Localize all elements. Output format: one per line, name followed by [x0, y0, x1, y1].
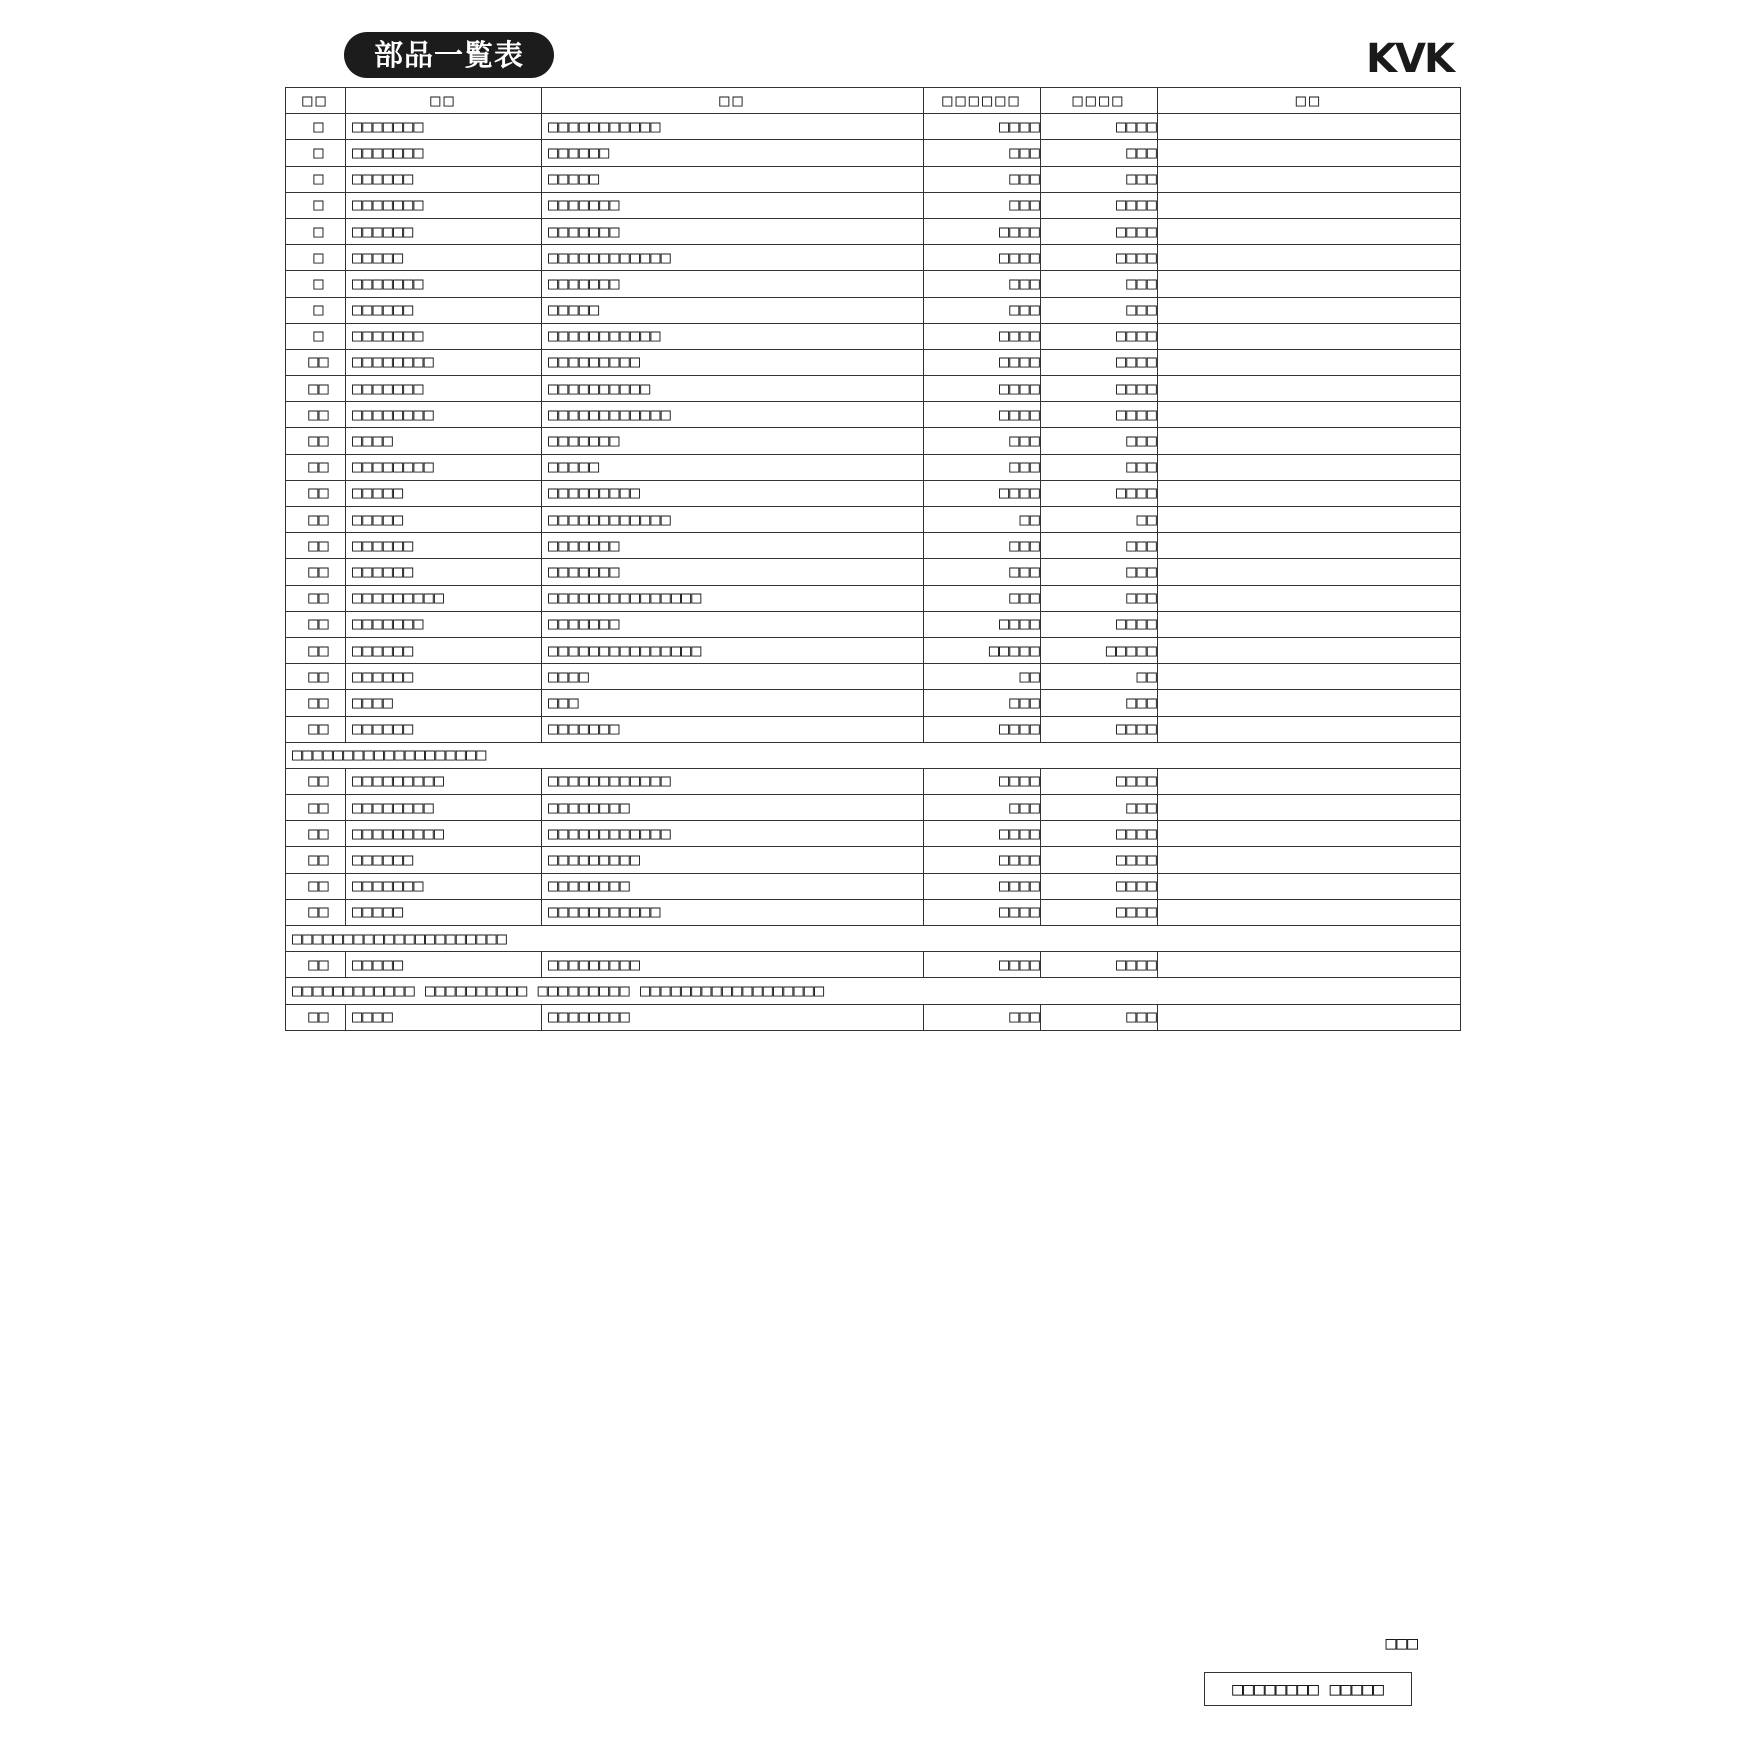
- cell-part-code: □□□□: [346, 1004, 542, 1030]
- cell-part-no: □□: [286, 899, 346, 925]
- table-row: [286, 218, 1461, 244]
- cell-part-code: □□□□□: [346, 952, 542, 978]
- table-row: [286, 376, 1461, 402]
- cell-price: □□□□: [924, 245, 1041, 271]
- cell-note: [1158, 114, 1461, 140]
- cell-part-name: □□□□□□□□: [542, 795, 924, 821]
- table-row: [286, 245, 1461, 271]
- cell-price: □□□: [924, 585, 1041, 611]
- cell-note: [1158, 349, 1461, 375]
- cell-quantity: □□□: [1041, 297, 1158, 323]
- cell-part-no: □□: [286, 480, 346, 506]
- cell-note: [1158, 952, 1461, 978]
- table-row: [286, 428, 1461, 454]
- cell-part-code: □□□□□□□□: [346, 349, 542, 375]
- cell-part-name: □□□□□□□□□: [542, 349, 924, 375]
- table-row: [286, 402, 1461, 428]
- cell-part-no: □□: [286, 690, 346, 716]
- cell-note: [1158, 1004, 1461, 1030]
- cell-part-no: □□: [286, 585, 346, 611]
- table-row: [286, 768, 1461, 794]
- cell-part-no: □: [286, 323, 346, 349]
- table-row: [286, 480, 1461, 506]
- cell-part-no: □□: [286, 533, 346, 559]
- cell-note: [1158, 690, 1461, 716]
- table-row: [286, 821, 1461, 847]
- cell-part-name: □□□□□□□□□□□□: [542, 507, 924, 533]
- cell-part-no: □□: [286, 428, 346, 454]
- cell-quantity: □□: [1041, 507, 1158, 533]
- col-header-code: □□: [346, 88, 542, 114]
- cell-part-name: □□□□□□□□□□□: [542, 114, 924, 140]
- document-code-box: □□□□□□□□ □□□□□: [1204, 1672, 1412, 1706]
- cell-part-code: □□□□□□□□: [346, 454, 542, 480]
- cell-part-code: □□□□□: [346, 245, 542, 271]
- cell-note: [1158, 664, 1461, 690]
- cell-note: [1158, 297, 1461, 323]
- cell-note: [1158, 376, 1461, 402]
- cell-part-name: □□□□□□□□: [542, 1004, 924, 1030]
- kvk-logo: KVK: [1366, 36, 1453, 82]
- cell-quantity: □□□: [1041, 454, 1158, 480]
- cell-price: □□□: [924, 166, 1041, 192]
- cell-part-name: □□□□□□□: [542, 271, 924, 297]
- cell-price: □□□□: [924, 480, 1041, 506]
- table-group-row: [286, 742, 1461, 768]
- cell-part-name: □□□□□□□: [542, 611, 924, 637]
- cell-note: [1158, 847, 1461, 873]
- cell-price: □□□□: [924, 376, 1041, 402]
- table-row: [286, 192, 1461, 218]
- table-row: [286, 690, 1461, 716]
- table-row: [286, 114, 1461, 140]
- cell-quantity: □□□□: [1041, 480, 1158, 506]
- cell-note: [1158, 821, 1461, 847]
- cell-price: □□□□: [924, 611, 1041, 637]
- cell-part-no: □□: [286, 349, 346, 375]
- cell-price: □□□□□: [924, 637, 1041, 663]
- table-row: [286, 952, 1461, 978]
- cell-quantity: □□: [1041, 664, 1158, 690]
- cell-price: □□□□: [924, 873, 1041, 899]
- cell-part-code: □□□□□□: [346, 637, 542, 663]
- table-row: [286, 611, 1461, 637]
- cell-part-code: □□□□□□□□□: [346, 821, 542, 847]
- cell-part-name: □□□□□: [542, 297, 924, 323]
- cell-part-name: □□□□□□□□□□□□: [542, 402, 924, 428]
- cell-quantity: □□□□: [1041, 349, 1158, 375]
- cell-note: [1158, 245, 1461, 271]
- cell-part-name: □□□□□□□□: [542, 873, 924, 899]
- cell-quantity: □□□□: [1041, 376, 1158, 402]
- cell-price: □□□: [924, 140, 1041, 166]
- cell-part-code: □□□□□□□: [346, 114, 542, 140]
- table-group-row: [286, 926, 1461, 952]
- cell-part-code: □□□□□□□□□: [346, 768, 542, 794]
- cell-part-code: □□□□□: [346, 480, 542, 506]
- cell-quantity: □□□□: [1041, 611, 1158, 637]
- cell-part-name: □□□□□□□□□□□□: [542, 821, 924, 847]
- cell-part-name: □□□□: [542, 664, 924, 690]
- table-row: [286, 297, 1461, 323]
- table-row: [286, 637, 1461, 663]
- parts-table-body: [286, 114, 1461, 1031]
- cell-part-name: □□□: [542, 690, 924, 716]
- cell-part-name: □□□□□□□□□□□: [542, 323, 924, 349]
- cell-part-no: □□: [286, 716, 346, 742]
- cell-price: □□□: [924, 1004, 1041, 1030]
- cell-price: □□□: [924, 271, 1041, 297]
- cell-price: □□□□: [924, 402, 1041, 428]
- cell-part-code: □□□□□□□: [346, 192, 542, 218]
- cell-quantity: □□□: [1041, 585, 1158, 611]
- cell-quantity: □□□□: [1041, 245, 1158, 271]
- cell-quantity: □□□□: [1041, 114, 1158, 140]
- cell-price: □□□□: [924, 218, 1041, 244]
- cell-price: □□: [924, 664, 1041, 690]
- cell-price: □□□: [924, 690, 1041, 716]
- table-header-row: [286, 88, 1461, 114]
- cell-quantity: □□□□: [1041, 192, 1158, 218]
- cell-part-no: □: [286, 114, 346, 140]
- cell-price: □□□: [924, 533, 1041, 559]
- cell-part-name: □□□□□□□□□: [542, 952, 924, 978]
- cell-note: [1158, 454, 1461, 480]
- cell-quantity: □□□□: [1041, 873, 1158, 899]
- cell-price: □□□□: [924, 716, 1041, 742]
- cell-price: □□□□: [924, 768, 1041, 794]
- cell-part-code: □□□□□□: [346, 847, 542, 873]
- table-row: [286, 349, 1461, 375]
- cell-part-name: □□□□□□□: [542, 428, 924, 454]
- table-row: [286, 559, 1461, 585]
- cell-part-code: □□□□□: [346, 899, 542, 925]
- table-row: [286, 507, 1461, 533]
- cell-quantity: □□□□: [1041, 899, 1158, 925]
- group-label: □□□□□□□□□□□□ □□□□□□□□□□ □□□□□□□□□ □□□□□□□□□□□□□□□□□□: [286, 978, 1461, 1004]
- cell-part-name: □□□□□□□: [542, 533, 924, 559]
- table-row: [286, 166, 1461, 192]
- cell-part-no: □□: [286, 873, 346, 899]
- cell-part-no: □□: [286, 454, 346, 480]
- table-row: [286, 585, 1461, 611]
- cell-quantity: □□□: [1041, 559, 1158, 585]
- table-row: [286, 323, 1461, 349]
- cell-part-no: □□: [286, 664, 346, 690]
- table-row: [286, 271, 1461, 297]
- cell-part-code: □□□□□□□: [346, 376, 542, 402]
- col-header-note: □□: [1158, 88, 1461, 114]
- page-title: 部品一覧表: [344, 32, 554, 78]
- cell-part-code: □□□□□□: [346, 533, 542, 559]
- cell-quantity: □□□: [1041, 140, 1158, 166]
- cell-part-code: □□□□□□□: [346, 271, 542, 297]
- cell-part-code: □□□□□□: [346, 297, 542, 323]
- cell-price: □□□: [924, 297, 1041, 323]
- cell-part-name: □□□□□□□□□□□□□□□: [542, 585, 924, 611]
- table-row: [286, 664, 1461, 690]
- cell-part-no: □□: [286, 559, 346, 585]
- table-row: [286, 1004, 1461, 1030]
- parts-table: [285, 87, 1461, 1031]
- cell-quantity: □□□: [1041, 533, 1158, 559]
- cell-part-name: □□□□□□□: [542, 559, 924, 585]
- cell-price: □□□: [924, 795, 1041, 821]
- cell-quantity: □□□□: [1041, 847, 1158, 873]
- cell-quantity: □□□□: [1041, 402, 1158, 428]
- cell-part-no: □: [286, 271, 346, 297]
- table-row: [286, 873, 1461, 899]
- cell-part-no: □□: [286, 376, 346, 402]
- cell-part-name: □□□□□□□□□□□: [542, 899, 924, 925]
- cell-part-code: □□□□□□: [346, 559, 542, 585]
- cell-note: [1158, 899, 1461, 925]
- table-row: [286, 454, 1461, 480]
- col-header-qty: □□□□: [1041, 88, 1158, 114]
- cell-quantity: □□□: [1041, 166, 1158, 192]
- cell-price: □□: [924, 507, 1041, 533]
- group-label: □□□□□□□□□□□□□□□□□□□□□: [286, 926, 1461, 952]
- cell-part-no: □□: [286, 402, 346, 428]
- cell-quantity: □□□□: [1041, 768, 1158, 794]
- cell-part-name: □□□□□□□□□: [542, 480, 924, 506]
- cell-part-code: □□□□□□□□: [346, 795, 542, 821]
- cell-note: [1158, 585, 1461, 611]
- cell-note: [1158, 480, 1461, 506]
- cell-part-no: □□: [286, 611, 346, 637]
- cell-part-name: □□□□□: [542, 454, 924, 480]
- group-label: □□□□□□□□□□□□□□□□□□□: [286, 742, 1461, 768]
- cell-note: [1158, 140, 1461, 166]
- cell-part-name: □□□□□□□□□□□□: [542, 245, 924, 271]
- cell-note: [1158, 768, 1461, 794]
- cell-quantity: □□□□: [1041, 716, 1158, 742]
- cell-part-code: □□□□□□: [346, 716, 542, 742]
- cell-part-no: □: [286, 140, 346, 166]
- cell-quantity: □□□□: [1041, 952, 1158, 978]
- table-group-row: [286, 978, 1461, 1004]
- cell-part-no: □□: [286, 952, 346, 978]
- cell-part-code: □□□□□□□□□: [346, 585, 542, 611]
- cell-quantity: □□□: [1041, 690, 1158, 716]
- cell-note: [1158, 795, 1461, 821]
- cell-note: [1158, 192, 1461, 218]
- cell-part-name: □□□□□□□□□□□□□□□: [542, 637, 924, 663]
- cell-part-name: □□□□□□: [542, 140, 924, 166]
- cell-part-no: □□: [286, 1004, 346, 1030]
- cell-part-name: □□□□□□□□□: [542, 847, 924, 873]
- cell-part-code: □□□□□: [346, 507, 542, 533]
- cell-note: [1158, 428, 1461, 454]
- col-header-no: □□: [286, 88, 346, 114]
- cell-note: [1158, 559, 1461, 585]
- cell-quantity: □□□: [1041, 428, 1158, 454]
- cell-note: [1158, 611, 1461, 637]
- cell-part-name: □□□□□□□□□□: [542, 376, 924, 402]
- cell-price: □□□□: [924, 899, 1041, 925]
- table-row: [286, 533, 1461, 559]
- cell-part-name: □□□□□□□: [542, 716, 924, 742]
- cell-part-code: □□□□: [346, 690, 542, 716]
- cell-quantity: □□□□: [1041, 218, 1158, 244]
- cell-part-code: □□□□□□□□: [346, 402, 542, 428]
- cell-price: □□□: [924, 559, 1041, 585]
- cell-part-no: □□: [286, 795, 346, 821]
- cell-quantity: □□□□: [1041, 821, 1158, 847]
- cell-part-no: □□: [286, 637, 346, 663]
- cell-price: □□□: [924, 428, 1041, 454]
- cell-part-code: □□□□□□: [346, 166, 542, 192]
- cell-part-code: □□□□□□□: [346, 323, 542, 349]
- cell-part-no: □: [286, 297, 346, 323]
- cell-note: [1158, 637, 1461, 663]
- page-number: □□□: [1385, 1633, 1418, 1654]
- cell-note: [1158, 402, 1461, 428]
- cell-price: □□□□: [924, 952, 1041, 978]
- cell-note: [1158, 323, 1461, 349]
- cell-part-no: □: [286, 166, 346, 192]
- cell-note: [1158, 873, 1461, 899]
- cell-note: [1158, 716, 1461, 742]
- cell-part-no: □□: [286, 847, 346, 873]
- col-header-name: □□: [542, 88, 924, 114]
- table-row: [286, 847, 1461, 873]
- cell-price: □□□□: [924, 821, 1041, 847]
- cell-part-no: □□: [286, 507, 346, 533]
- cell-note: [1158, 166, 1461, 192]
- cell-part-no: □: [286, 192, 346, 218]
- cell-price: □□□□: [924, 114, 1041, 140]
- cell-note: [1158, 271, 1461, 297]
- cell-part-code: □□□□: [346, 428, 542, 454]
- cell-price: □□□: [924, 192, 1041, 218]
- cell-part-code: □□□□□□□: [346, 140, 542, 166]
- cell-part-code: □□□□□□□: [346, 873, 542, 899]
- cell-part-name: □□□□□□□□□□□□: [542, 768, 924, 794]
- table-row: [286, 899, 1461, 925]
- cell-note: [1158, 533, 1461, 559]
- cell-price: □□□□: [924, 323, 1041, 349]
- cell-part-code: □□□□□□: [346, 664, 542, 690]
- cell-quantity: □□□: [1041, 271, 1158, 297]
- cell-quantity: □□□: [1041, 795, 1158, 821]
- table-row: [286, 140, 1461, 166]
- cell-quantity: □□□□: [1041, 323, 1158, 349]
- table-row: [286, 716, 1461, 742]
- cell-quantity: □□□: [1041, 1004, 1158, 1030]
- cell-part-code: □□□□□□□: [346, 611, 542, 637]
- col-header-price: □□□□□□: [924, 88, 1041, 114]
- cell-price: □□□: [924, 454, 1041, 480]
- cell-part-name: □□□□□: [542, 166, 924, 192]
- cell-part-name: □□□□□□□: [542, 218, 924, 244]
- cell-note: [1158, 507, 1461, 533]
- cell-price: □□□□: [924, 847, 1041, 873]
- cell-note: [1158, 218, 1461, 244]
- cell-part-no: □: [286, 218, 346, 244]
- cell-part-no: □: [286, 245, 346, 271]
- cell-part-code: □□□□□□: [346, 218, 542, 244]
- cell-price: □□□□: [924, 349, 1041, 375]
- cell-part-name: □□□□□□□: [542, 192, 924, 218]
- cell-part-no: □□: [286, 821, 346, 847]
- cell-quantity: □□□□□: [1041, 637, 1158, 663]
- table-row: [286, 795, 1461, 821]
- cell-part-no: □□: [286, 768, 346, 794]
